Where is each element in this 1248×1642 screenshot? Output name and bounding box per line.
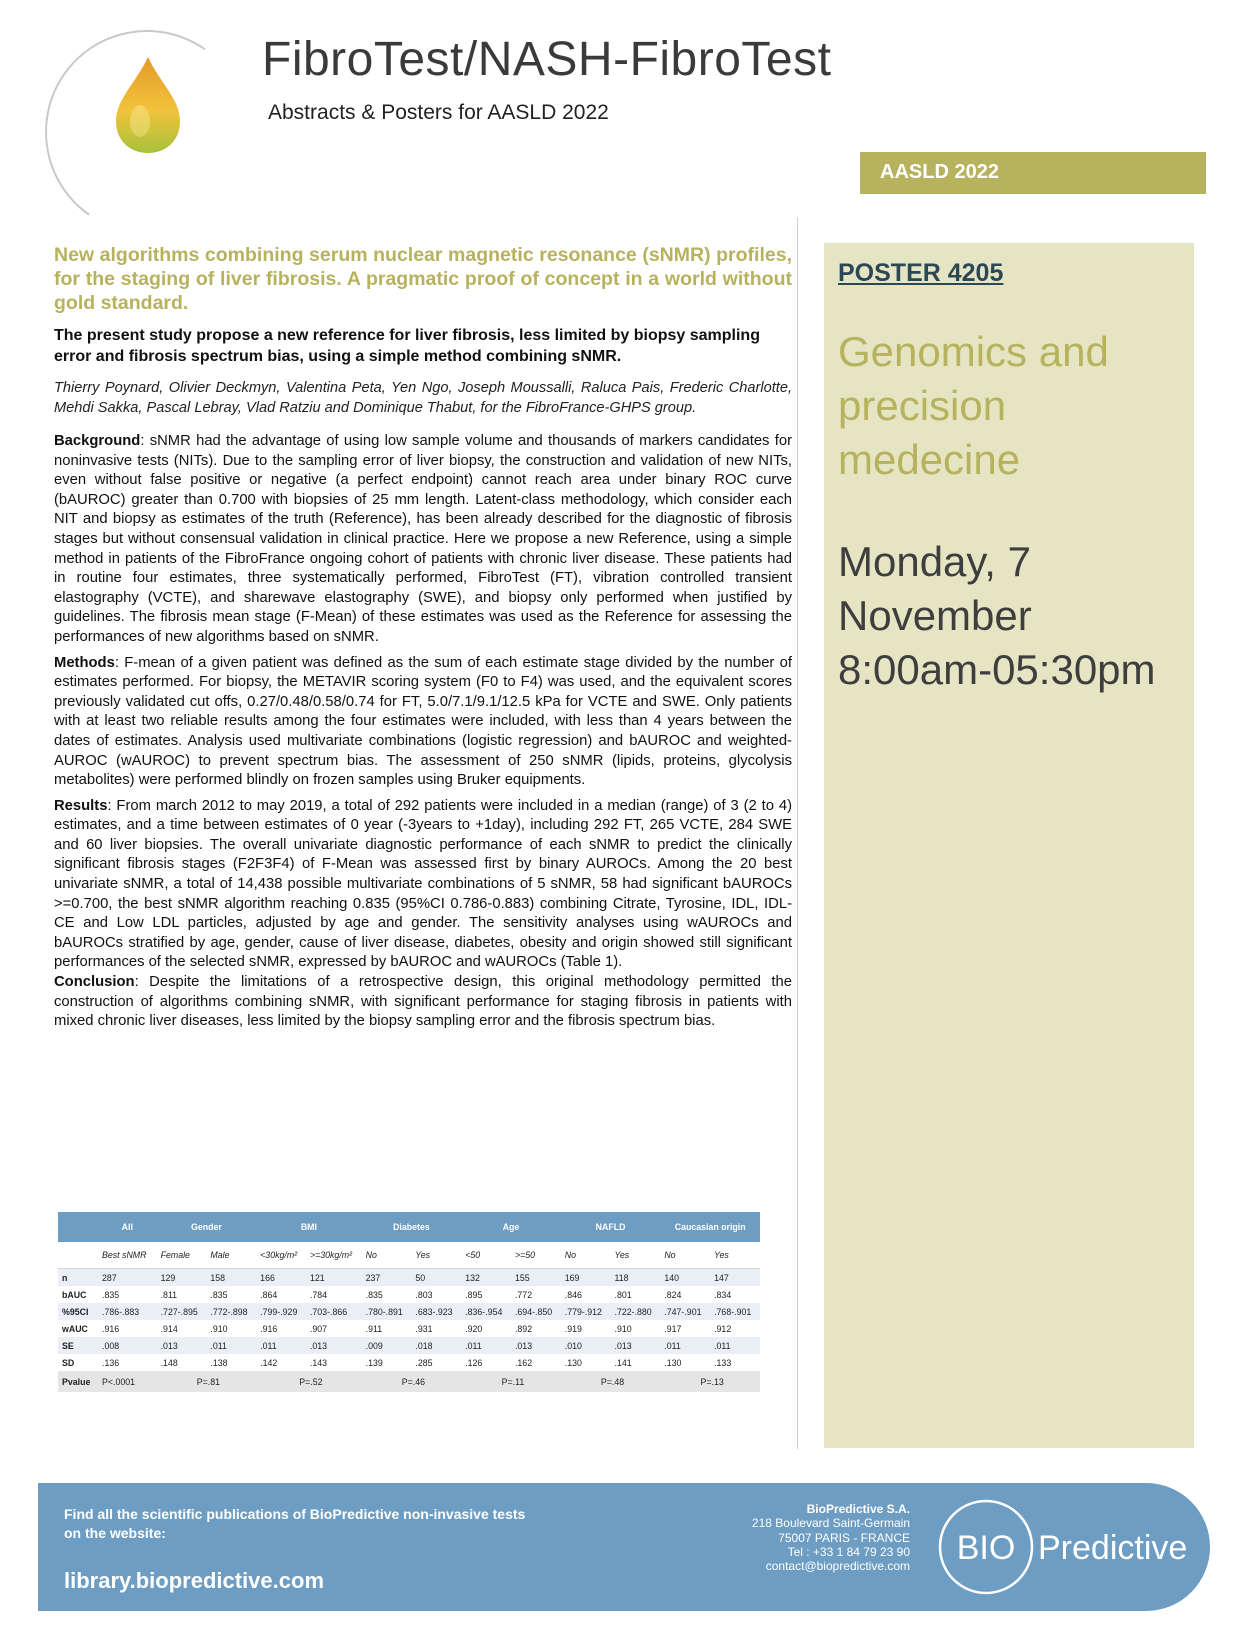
background-text: : sNMR had the advantage of using low sample volume and thousands of markers candidates for noninvasive tests (NITs). Due to the sampling error of liver biopsy, the construction and validation of new NITs, even without false positive or negative (a perfect endpoint) cannot reach area under binary ROC curve (bAUROC) greater than 0.700 with biopsies of 25 mm length. Latent-class methodology, which consider each NIT and biopsy as estimates of the truth (Reference), has been already described for the diagnostic of fibrosis stages but without consensual validation in clinical practice. Here we propose a new Reference, using a simple method in patients of the FibroFrance ongoing cohort of patients with chronic liver disease. These patients had in routine four estimates, three systematically performed, FibroTest (FT), vibration controlled transient elastography (VCTE), and sharewave elastography (SWE), and biopsy only performed when justified by guidelines. The fibrosis mean stage (F-Mean) of these estimates was used as the Reference for assessing the performances of new algorithms based on sNMR. bbox=[54, 433, 792, 645]
table-cell: .786-.883 bbox=[98, 1303, 157, 1320]
table-subheader-row bbox=[58, 1242, 760, 1269]
table-cell: .139 bbox=[365, 1357, 383, 1368]
poster-time: 8:00am-05:30pm bbox=[838, 646, 1156, 693]
table-pvalue-cell: P=.48 bbox=[561, 1371, 661, 1392]
table-cell: .779-.912 bbox=[561, 1303, 611, 1320]
table-group-header: NAFLD bbox=[561, 1212, 661, 1242]
poster-date-line1: Monday, 7 bbox=[838, 538, 1031, 585]
table-row-label: bAUC bbox=[62, 1289, 87, 1300]
abstract-column bbox=[54, 243, 792, 1032]
table-cell: .912 bbox=[714, 1323, 732, 1334]
table-subheader: Yes bbox=[411, 1242, 461, 1269]
table-cell: .727-.895 bbox=[157, 1303, 207, 1320]
table-corner-cell bbox=[58, 1242, 98, 1269]
table-cell: .133 bbox=[714, 1357, 732, 1368]
table-cell: .811 bbox=[160, 1289, 178, 1300]
table-cell: .835 bbox=[102, 1289, 120, 1300]
footer-find-text: Find all the scientific publications of BioPredictive non-invasive tests on the website: bbox=[64, 1506, 526, 1541]
table-cell: 158 bbox=[206, 1269, 256, 1287]
table-cell: .011 bbox=[660, 1337, 710, 1354]
table-cell: 166 bbox=[256, 1269, 306, 1287]
table-cell: .772 bbox=[514, 1289, 533, 1300]
conference-band-label: AASLD 2022 bbox=[880, 161, 999, 183]
table-cell: .864 bbox=[260, 1289, 278, 1300]
table-cell: .013 bbox=[157, 1337, 207, 1354]
footer-address-line1: 218 Boulevard Saint-Germain bbox=[751, 1516, 910, 1531]
table-cell: .916 bbox=[260, 1323, 278, 1334]
table-cell: .824 bbox=[664, 1289, 682, 1300]
table-cell: .011 bbox=[256, 1337, 306, 1354]
table-cell: .799-.929 bbox=[256, 1303, 306, 1320]
table-cell: .126 bbox=[465, 1357, 483, 1368]
table-cell: .138 bbox=[210, 1357, 228, 1368]
table-cell: .917 bbox=[664, 1323, 682, 1334]
table-cell: .920 bbox=[465, 1323, 483, 1334]
table-cell: .907 bbox=[309, 1323, 328, 1334]
table-subheader: >=50 bbox=[511, 1242, 561, 1269]
table-cell: .285 bbox=[415, 1357, 433, 1368]
table-row bbox=[58, 1303, 760, 1320]
column-divider bbox=[797, 217, 798, 1449]
table-pvalue-cell: P=.52 bbox=[256, 1371, 361, 1392]
table-cell: .703-.866 bbox=[306, 1303, 362, 1320]
footer-company: BioPredictive S.A. bbox=[806, 1502, 910, 1516]
footer-website-link[interactable]: library.biopredictive.com bbox=[64, 1568, 325, 1593]
conclusion-label: Conclusion bbox=[54, 974, 135, 991]
conclusion-text: : Despite the limitations of a retrospective design, this original methodology permitted the construction of algorithms combining sNMR, with significant performance for staging fibrosis in patients with mixed chronic liver diseases, less limited by the biopsy sampling error and the fibrosis spectrum bias. bbox=[54, 974, 792, 1030]
table-row-label: Pvalue bbox=[58, 1371, 98, 1392]
table-cell: .914 bbox=[160, 1323, 178, 1334]
methods-label: Methods bbox=[54, 654, 115, 671]
table-row-label: SE bbox=[58, 1337, 98, 1354]
table-cell: 50 bbox=[411, 1269, 461, 1287]
table-subheader: <30kg/m² bbox=[256, 1242, 306, 1269]
table-cell: .013 bbox=[611, 1337, 661, 1354]
methods-paragraph bbox=[54, 654, 792, 791]
table-cell: .011 bbox=[710, 1337, 760, 1354]
table-cell: .747-.901 bbox=[660, 1303, 710, 1320]
table-cell: 132 bbox=[461, 1269, 511, 1287]
table-group-header: Age bbox=[461, 1212, 561, 1242]
table-cell: .162 bbox=[514, 1357, 533, 1368]
methods-text: : F-mean of a given patient was defined as the sum of each estimate stage divided by the number of estimates performed. For biopsy, the METAVIR scoring system (F0 to F4) was used, and the equivalent scores previously validated cut offs, 0.27/0.48/0.58/0.74 for FT, 5.0/7.1/9.1/12.5 kPa for VCTE and SWE. Only patients with at least two reliable results among the four estimates were included, with less than 4 years between the dates of estimates. Analysis used multivariate combinations (logistic regression) and bAUROC and weighted-AUROC (wAUROC) to prevent spectrum bias. The assessment of 250 sNMR (lipids, proteins, glycolysis metabolites) were performed blindly on frozen samples using Bruker equipments. bbox=[54, 654, 792, 789]
table-cell: .018 bbox=[411, 1337, 461, 1354]
table-group-header: Diabetes bbox=[362, 1212, 462, 1242]
table-pvalue-cell: P=.11 bbox=[461, 1371, 561, 1392]
results-paragraph bbox=[54, 797, 792, 973]
table-cell: .911 bbox=[365, 1323, 383, 1334]
table-subheader: Yes bbox=[710, 1242, 760, 1269]
table-cell: .008 bbox=[98, 1337, 157, 1354]
poster-date-line2: November bbox=[838, 592, 1032, 639]
table-cell: .836-.954 bbox=[461, 1303, 511, 1320]
table-cell: .835 bbox=[210, 1289, 228, 1300]
footer-email[interactable]: contact@biopredictive.com bbox=[765, 1559, 910, 1574]
table-row-label: SD bbox=[62, 1357, 75, 1368]
table-pvalue-cell: P=.81 bbox=[157, 1371, 257, 1392]
table-row-label: n bbox=[58, 1269, 98, 1287]
footer-banner bbox=[38, 1483, 1210, 1611]
table-row bbox=[58, 1337, 760, 1354]
table-cell: .803 bbox=[415, 1289, 433, 1300]
table-cell: .136 bbox=[102, 1357, 120, 1368]
table-subheader: Female bbox=[157, 1242, 207, 1269]
table-subheader: Male bbox=[206, 1242, 256, 1269]
footer-phone: Tel : +33 1 84 79 23 90 bbox=[787, 1544, 910, 1559]
poster-schedule bbox=[838, 535, 1198, 697]
table-pvalue-cell: P<.0001 bbox=[98, 1371, 157, 1392]
results-table bbox=[58, 1212, 760, 1392]
table-cell: 169 bbox=[561, 1269, 611, 1287]
table-cell: .148 bbox=[160, 1357, 178, 1368]
table-cell: 155 bbox=[511, 1269, 561, 1287]
table-cell: .011 bbox=[206, 1337, 256, 1354]
table-cell: .130 bbox=[664, 1357, 682, 1368]
table-cell: .142 bbox=[260, 1357, 278, 1368]
table-subheader: No bbox=[362, 1242, 412, 1269]
table-cell: .013 bbox=[306, 1337, 362, 1354]
drop-logo-icon bbox=[108, 55, 188, 155]
table-subheader: >=30kg/m² bbox=[306, 1242, 362, 1269]
page-title: FibroTest/NASH-FibroTest bbox=[262, 33, 832, 86]
poster-number: POSTER 4205 bbox=[838, 259, 1004, 287]
table-cell: .694-.850 bbox=[511, 1303, 561, 1320]
table-cell: 237 bbox=[362, 1269, 412, 1287]
table-cell: .010 bbox=[561, 1337, 611, 1354]
footer-address-line2: 75007 PARIS - FRANCE bbox=[778, 1530, 910, 1545]
table-subheader: <50 bbox=[461, 1242, 511, 1269]
table-row-label: %95CI bbox=[58, 1303, 98, 1320]
conclusion-paragraph bbox=[54, 973, 792, 1032]
table-group-header: All bbox=[98, 1212, 157, 1242]
logo-text-predictive: Predictive bbox=[1038, 1529, 1188, 1567]
table-cell: .931 bbox=[415, 1323, 433, 1334]
table-row bbox=[58, 1286, 760, 1303]
background-label: Background bbox=[54, 433, 141, 449]
table-group-header: Gender bbox=[157, 1212, 257, 1242]
table-cell: .011 bbox=[461, 1337, 511, 1354]
table-cell: .892 bbox=[514, 1323, 533, 1334]
abstract-headline: New algorithms combining serum nuclear magnetic resonance (sNMR) profiles, for the staging of liver fibrosis. A pragmatic proof of concept in a world without gold standard. bbox=[54, 244, 792, 314]
table-cell: 121 bbox=[306, 1269, 362, 1287]
table-cell: .772-.898 bbox=[206, 1303, 256, 1320]
table-cell: 287 bbox=[98, 1269, 157, 1287]
table-cell: .780-.891 bbox=[362, 1303, 412, 1320]
table-body bbox=[58, 1269, 760, 1372]
table-cell: .835 bbox=[365, 1289, 383, 1300]
table-row bbox=[58, 1269, 760, 1287]
results-text: : From march 2012 to may 2019, a total of 292 patients were included in a median (range) of 3 (2 to 4) estimates, and a time between estimates of 0 year (-3years to +1day), including 292 FT, 265 VCTE, 284 SWE and 60 liver biopsies. The overall univariate diagnostic performance of each sNMR to predict the clinically significant fibrosis stages (F2F3F4) of F-Mean was assessed first by binary AUROCs. Among the 20 best univariate sNMR, a total of 14,438 possible multivariate combinations of 5 sNMR, 58 had significant bAUROCs >=0.700, the best sNMR algorithm reaching 0.835 (95%CI 0.786-0.883) combining Citrate, Tyrosine, IDL, IDL-CE and Low LDL particles, adjusted by age and gender. The sensitivity analyses using wAUROCs and bAUROCs stratified by age, gender, cause of liver disease, diabetes, obesity and origin showed still significant performances of the selected sNMR, expressed by bAUROC and wAUROCs (Table 1). bbox=[54, 797, 792, 971]
table-cell: .801 bbox=[614, 1289, 632, 1300]
table-cell: 129 bbox=[157, 1269, 207, 1287]
logo-text-bio: BIO bbox=[956, 1529, 1016, 1567]
table-group-header-row bbox=[58, 1212, 760, 1242]
footer-address bbox=[752, 1502, 910, 1573]
table-cell: .919 bbox=[564, 1323, 582, 1334]
table-cell: .143 bbox=[309, 1357, 328, 1368]
table-cell: 140 bbox=[660, 1269, 710, 1287]
table-cell: 147 bbox=[710, 1269, 760, 1287]
table-row bbox=[58, 1354, 760, 1371]
table-cell: .910 bbox=[210, 1323, 228, 1334]
table-cell: .009 bbox=[362, 1337, 412, 1354]
table-row bbox=[58, 1320, 760, 1337]
table-cell: .130 bbox=[564, 1357, 582, 1368]
table-cell: .722-.880 bbox=[611, 1303, 661, 1320]
table-subheader: Yes bbox=[611, 1242, 661, 1269]
table-subheader: No bbox=[660, 1242, 710, 1269]
table-cell: .895 bbox=[465, 1289, 483, 1300]
table-corner-cell bbox=[58, 1212, 98, 1242]
table-row-label: wAUC bbox=[62, 1323, 88, 1334]
table-group-header: BMI bbox=[256, 1212, 361, 1242]
table-cell: .910 bbox=[614, 1323, 632, 1334]
table-cell: .683-.923 bbox=[411, 1303, 461, 1320]
table-subheader: No bbox=[561, 1242, 611, 1269]
poster-topic: Genomics and precision medecine bbox=[838, 328, 1109, 483]
table-pvalue-cell: P=.13 bbox=[660, 1371, 760, 1392]
page-subtitle: Abstracts & Posters for AASLD 2022 bbox=[268, 101, 609, 124]
table-subheader: Best sNMR bbox=[98, 1242, 157, 1269]
table-cell: 118 bbox=[611, 1269, 661, 1287]
background-paragraph bbox=[54, 432, 792, 648]
table-cell: .141 bbox=[614, 1357, 632, 1368]
abstract-authors: Thierry Poynard, Olivier Deckmyn, Valentina Peta, Yen Ngo, Joseph Moussalli, Raluca Pais, Frederic Charlotte, Mehdi Sakka, Pascal Lebray, Vlad Ratziu and Dominique Thabut, for the FibroFrance-GHPS group. bbox=[54, 380, 792, 416]
table-cell: .768-.901 bbox=[710, 1303, 760, 1320]
poster-info-panel bbox=[824, 243, 1194, 1448]
results-label: Results bbox=[54, 797, 108, 814]
table-pvalue-cell: P=.46 bbox=[362, 1371, 462, 1392]
table-cell: .784 bbox=[309, 1289, 328, 1300]
conference-band bbox=[860, 152, 1206, 194]
table-pvalue-row bbox=[58, 1371, 760, 1392]
table-cell: .916 bbox=[102, 1323, 120, 1334]
biopredictive-logo bbox=[934, 1495, 1190, 1599]
table-cell: .846 bbox=[564, 1289, 582, 1300]
table-group-header: Caucasian origin bbox=[660, 1212, 760, 1242]
table-cell: .013 bbox=[511, 1337, 561, 1354]
table-cell: .834 bbox=[714, 1289, 732, 1300]
abstract-lede: The present study propose a new reference for liver fibrosis, less limited by biopsy sampling error and fibrosis spectrum bias, using a simple method combining sNMR. bbox=[54, 327, 760, 365]
